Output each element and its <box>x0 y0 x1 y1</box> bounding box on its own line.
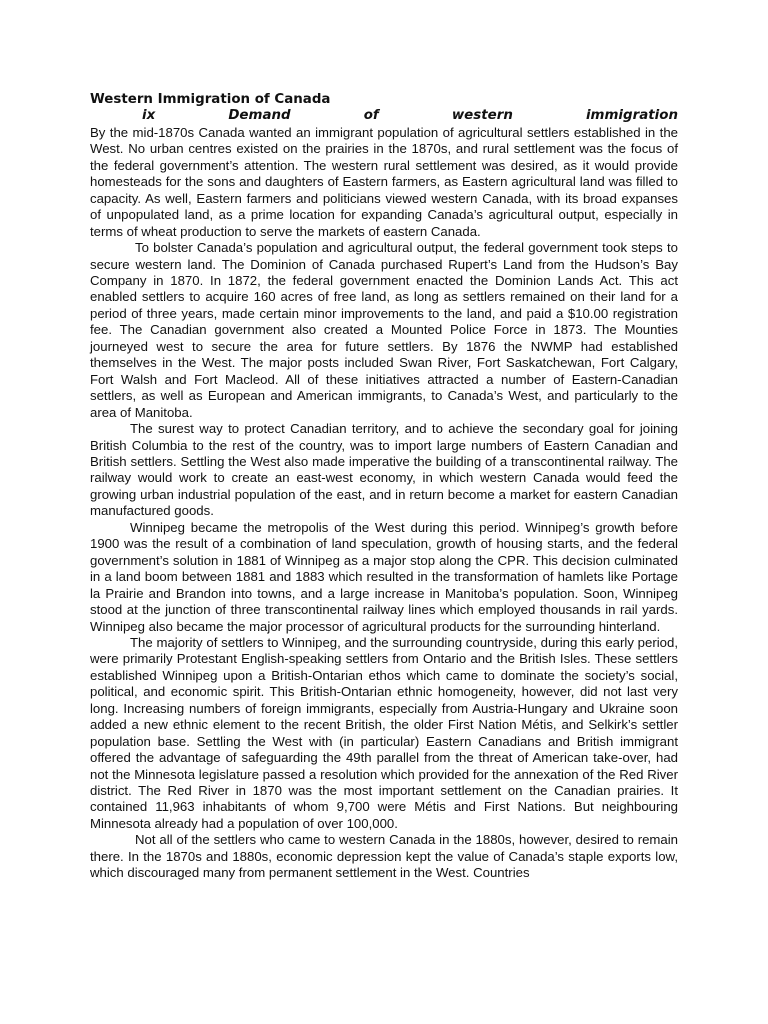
body-paragraph: Winnipeg became the metropolis of the West during this period. Winnipeg’s growth before 1900 was the result of a combination of land speculation, growth of housing starts, and the federal government’s solution in 1881 of Winnipeg as a major stop along the CPR. This decision culminated in a land boom between 1881 and 1883 which resulted in the transformation of hamlets like Portage la Prairie and Brandon into towns, and a large increase in Manitoba’s population. Soon, Winnipeg stood at the junction of three transcontinental railway lines which employed thousands in rail yards. Winnipeg also became the major processor of agricultural products for the surrounding hinterland. <box>90 519 678 634</box>
section-heading <box>90 108 678 124</box>
document-title: Western Immigration of Canada <box>90 92 331 107</box>
body-paragraph: Not all of the settlers who came to western Canada in the 1880s, however, desired to remain there. In the 1870s and 1880s, economic depression kept the value of Canada’s staple exports low, which discouraged many from permanent settlement in the West. Countries <box>90 832 678 881</box>
section-heading-word: western <box>451 108 513 124</box>
document-page <box>90 92 678 882</box>
body-paragraph: The surest way to protect Canadian territory, and to achieve the secondary goal for joining British Columbia to the rest of the country, was to import large numbers of Eastern Canadian and British settlers. Settling the West also made imperative the building of a transcontinental railway. The railway would work to create an east-west economy, in which western Canada would feed the growing urban industrial population of the east, and in return become a market for eastern Canadian manufactured goods. <box>90 421 678 519</box>
body-paragraph: To bolster Canada’s population and agricultural output, the federal government took steps to secure western land. The Dominion of Canada purchased Rupert’s Land from the Hudson’s Bay Company in 1870. In 1872, the federal government enacted the Dominion Lands Act. This act enabled settlers to acquire 160 acres of free land, as long as settlers remained on their land for a period of three years, made certain minor improvements to the land, and paid a $10.00 registration fee. The Canadian government also created a Mounted Police Force in 1873. The Mounties journeyed west to secure the area for future settlers. By 1876 the NWMP had established themselves in the West. The major posts included Swan River, Fort Saskatchewan, Fort Calgary, Fort Walsh and Fort Macleod. All of these initiatives attracted a number of Eastern-Canadian settlers, as well as European and American immigrants, to Canada’s West, and particularly to the area of Manitoba. <box>90 240 678 420</box>
section-heading-word: immigration <box>585 108 678 124</box>
section-heading-word: Demand <box>228 108 291 124</box>
body-paragraph: The majority of settlers to Winnipeg, and the surrounding countryside, during this early period, were primarily Protestant English-speaking settlers from Ontario and the British Isles. These settlers established Winnipeg upon a British-Ontarian ethos which came to dominate the society’s social, political, and economic spirit. This British-Ontarian ethnic homogeneity, however, did not last very long. Increasing numbers of foreign immigrants, especially from Austria-Hungary and Ukraine soon added a new ethnic element to the recent British, the older First Nation Métis, and Selkirk’s settler population base. Settling the West with (in particular) Eastern Canadians and British immigrant offered the advantage of safeguarding the 49th parallel from the threat of American take-over, had not the Minnesota legislature passed a resolution which provided for the annexation of the Red River district. The Red River in 1870 was the most important settlement on the Canadian prairies. It contained 11,963 inhabitants of whom 9,700 were Métis and First Nations. But neighbouring Minnesota already had a population of over 100,000. <box>90 634 678 831</box>
section-heading-word: of <box>363 108 379 124</box>
body-paragraph: By the mid-1870s Canada wanted an immigrant population of agricultural settlers established in the West. No urban centres existed on the prairies in the 1870s, and rural settlement was the focus of the federal government’s attention. The western rural settlement was desired, as it would provide homesteads for the sons and daughters of Eastern farmers, as Eastern agricultural land was filled to capacity. As well, Eastern farmers and politicians viewed western Canada, with its broad expanses of unpopulated land, as a prime location for expanding Canada’s agricultural output, especially in terms of wheat production to serve the markets of eastern Canada. <box>90 124 678 239</box>
section-heading-word: ix <box>142 108 156 124</box>
